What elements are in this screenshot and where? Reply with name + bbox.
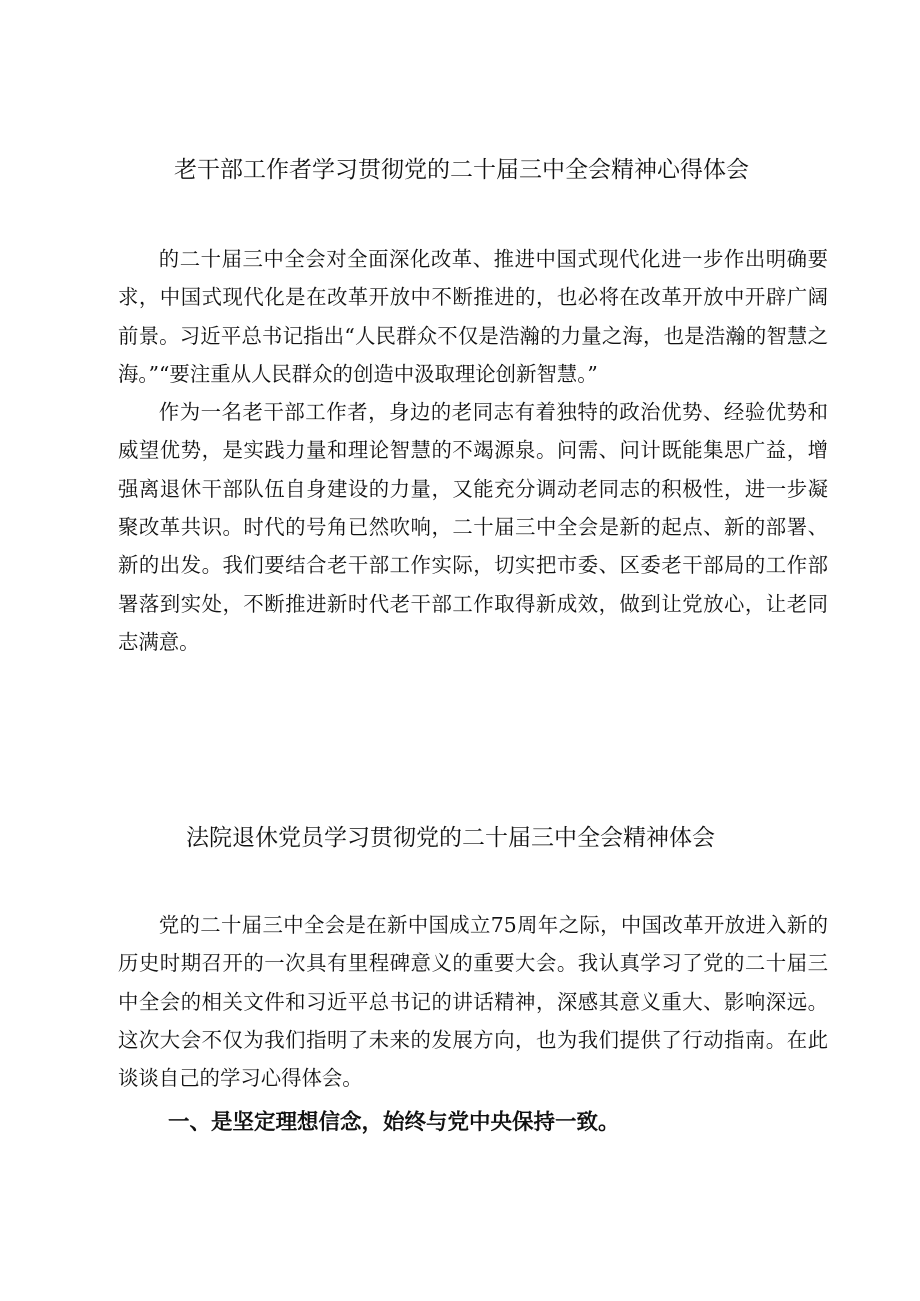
- spacer: [118, 190, 828, 240]
- article-court-retired-member: [118, 818, 828, 1145]
- article-old-cadre-worker: [118, 150, 828, 661]
- article-paragraph: 作为一名老干部工作者，身边的老同志有着独特的政治优势、经验优势和威望优势，是实践力量和理论智慧的不竭源泉。问需、问计既能集思广益，增强离退休干部队伍自身建设的力量，又能充分调动老同志的积极性，进一步凝聚改革共识。时代的号角已然吹响，二十届三中全会是新的起点、新的部署、新的出发。我们要结合老干部工作实际，切实把市委、区委老干部局的工作部署落到实处，不断推进新时代老干部工作取得新成效，做到让党放心，让老同志满意。: [118, 400, 828, 654]
- section-heading: 一、是坚定理想信念，始终与党中央保持一致。: [168, 1110, 620, 1136]
- spacer: [118, 858, 828, 906]
- article-title: 法院退休党员学习贯彻党的二十届三中全会精神体会: [186, 825, 715, 851]
- article-title: 老干部工作者学习贯彻党的二十届三中全会精神心得体会: [174, 157, 749, 183]
- article-paragraph: 党的二十届三中全会是在新中国成立75周年之际，中国改革开放进入新的历史时期召开的一次具有里程碑意义的重要大会。我认真学习了党的二十届三中全会的相关文件和习近平总书记的讲话精神，深感其意义重大、影响深远。这次大会不仅为我们指明了未来的发展方向，也为我们提供了行动指南。在此谈谈自己的学习心得体会。: [118, 913, 828, 1091]
- article-paragraph: 的二十届三中全会对全面深化改革、推进中国式现代化进一步作出明确要求，中国式现代化是在改革开放中不断推进的，也必将在改革开放中开辟广阔前景。习近平总书记指出“人民群众不仅是浩瀚的力量之海，也是浩瀚的智慧之海。”“要注重从人民群众的创造中汲取理论创新智慧。”: [118, 247, 828, 386]
